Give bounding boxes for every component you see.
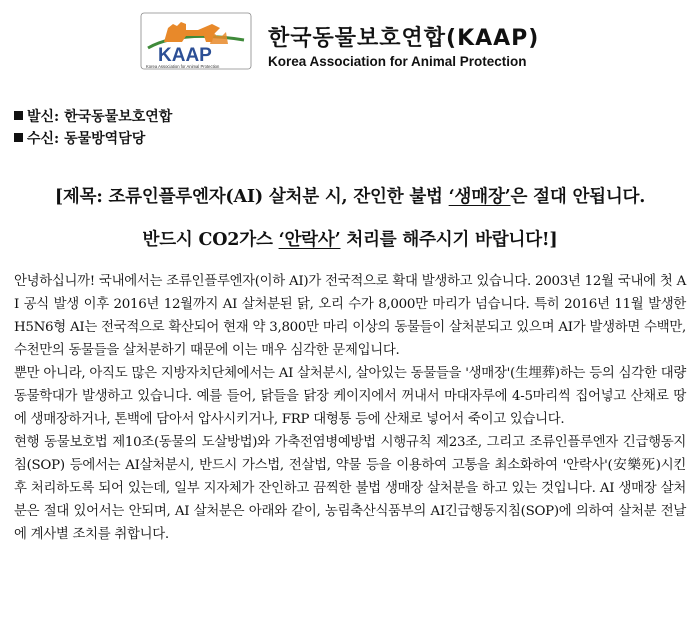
letterhead [140,10,570,72]
receiver-label: 수신: [27,131,65,147]
paragraph-2: 뿐만 아니라, 아직도 많은 지방자치단체에서는 AI 살처분시, 살아있는 동물들을 '생매장'(生埋葬)하는 등의 심각한 대량 동물학대가 발생하고 있습니다. 예를 들어, 닭들을 닭장 케이지에서 꺼내서 마대자루에 4-5마리씩 집어넣고 산채로 땅에 생매장하거나, 톤백에 담아서 압사시키거나, FRP 대형통 등에 산채로 넣어서 죽이고 있습니다. [14,366,686,427]
square-bullet-icon [14,133,23,142]
title-2-pre: 반드시 CO2가스 [142,230,279,250]
title-line-2 [0,226,700,251]
title-2-post: 처리를 해주시기 바랍니다!] [340,230,558,250]
paragraph-1: 안녕하십니까! 국내에서는 조류인플루엔자(이하 AI)가 전국적으로 확대 발생하고 있습니다. 2003년 12월 국내에 첫 AI 공식 발생 이후 2016년 12월까지 AI 살처분된 닭, 오리 수가 8,000만 마리가 넘습니다. 특히 2016년 11월 발생한 H5N6형 AI는 전국적으로 확산되어 현재 약 3,800만 마리 이상의 동물들이 살처분되고 있으며 AI가 발생하면 수백만, 수천만의 동물들을 살처분하기 때문에 이는 매우 심각한 문제입니다. [14,274,686,358]
receiver-line [14,128,145,148]
title-2-emphasis: ‘안락사’ [278,230,341,250]
title-1-emphasis: ‘생매장’ [448,187,511,207]
letter-body [14,270,686,546]
paragraph-3: 현행 동물보호법 제10조(동물의 도살방법)와 가축전염병예방법 시행규칙 제23조, 그리고 조류인플루엔자 긴급행동지침(SOP) 등에서는 AI살처분시, 반드시 가스법, 전살법, 약물 등을 이용하여 고통을 최소화하여 '안락사'(安樂死)시킨 후 처리하도록 되어 있는데, 일부 지자체가 잔인하고 끔찍한 불법 생매장 살처분을 하고 있는 것입니다. AI 생매장 살처분은 절대 있어서는 안되며, AI 살처분은 아래와 같이, 농림축산식품부의 AI긴급행동지침(SOP)에 의하여 살처분 전날에 계사별 조치를 취합니다. [14,435,686,542]
cat-icon [210,32,228,44]
sender-value: 한국동물보호연합 [64,109,173,125]
logo-subtext: Korea Association for Animal Protection [146,64,220,69]
org-name-english: Korea Association for Animal Protection [268,54,527,69]
sender-label: 발신: [27,109,65,125]
title-1-post: 은 절대 안됩니다. [510,187,646,207]
sender-line [14,106,172,126]
title-1-pre: [제목: 조류인플루엔자(AI) 살처분 시, 잔인한 불법 [54,187,449,207]
kaap-logo [140,10,252,72]
square-bullet-icon [14,111,23,120]
title-line-1 [0,183,700,208]
org-name-korean: 한국동물보호연합(KAAP) [268,26,540,51]
receiver-value: 동물방역담당 [64,131,146,147]
logo-text: KAAP [158,45,212,66]
